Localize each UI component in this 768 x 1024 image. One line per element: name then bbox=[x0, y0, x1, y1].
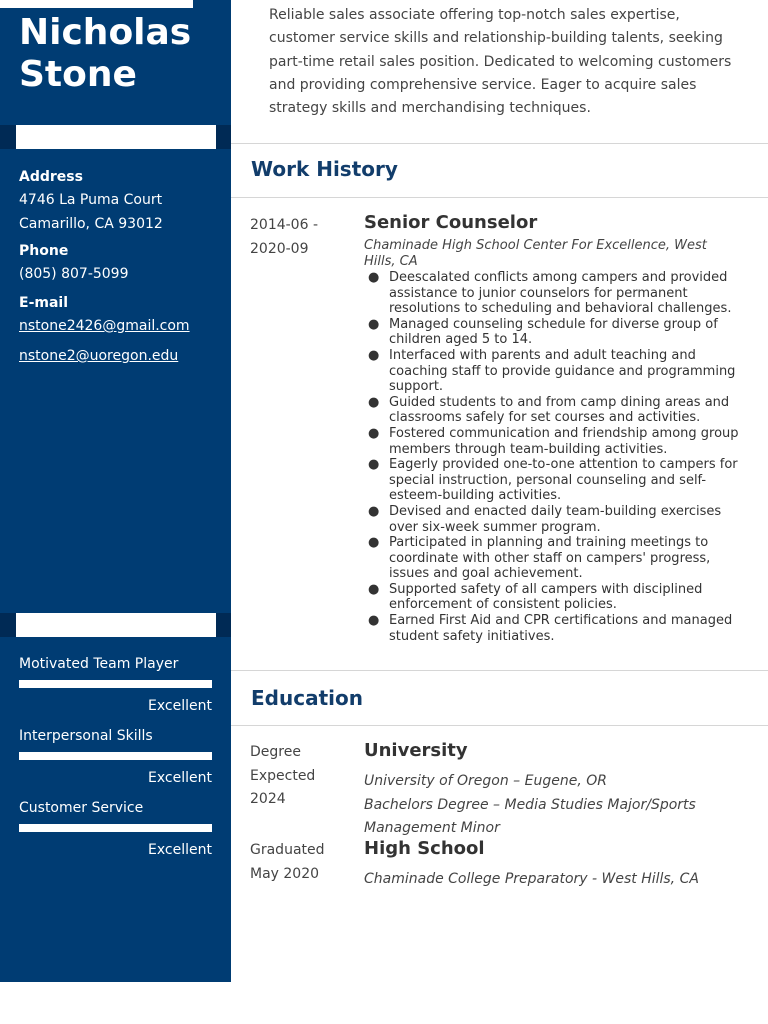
skill-bar bbox=[19, 824, 212, 832]
bullet-icon: ● bbox=[368, 613, 380, 629]
education-details: University of Oregon – Eugene, OR Bachelors Degree – Media Studies Major/Sports Management Minor bbox=[364, 773, 696, 836]
first-name: Nicholas bbox=[19, 12, 192, 53]
education-details: Chaminade College Preparatory - West Hills, CA bbox=[364, 871, 699, 887]
email-link-secondary[interactable]: nstone2@uoregon.edu bbox=[19, 348, 179, 364]
education-date: Degree Expected 2024 bbox=[250, 744, 316, 807]
list-item: ● Eagerly provided one-to-one attention to campers for special instruction, personal counseling and self-esteem-building activities. bbox=[368, 457, 738, 504]
skill-level: Excellent bbox=[148, 842, 212, 858]
sidebar-top-accent bbox=[0, 0, 193, 8]
skill-name: Motivated Team Player bbox=[19, 656, 179, 672]
work-history-heading: Work History bbox=[251, 157, 398, 181]
candidate-name bbox=[19, 12, 219, 96]
bullet-icon: ● bbox=[368, 457, 380, 473]
skills-list bbox=[19, 654, 212, 870]
school-type: University bbox=[364, 740, 468, 761]
list-item: ● Earned First Aid and CPR certifications and managed student safety initiatives. bbox=[368, 613, 733, 644]
email-label: E-mail bbox=[19, 295, 69, 311]
bullet-icon: ● bbox=[368, 316, 380, 332]
job-date-end: 2020-09 bbox=[250, 240, 309, 257]
skill-level: Excellent bbox=[148, 698, 212, 714]
bullet-icon: ● bbox=[368, 535, 380, 551]
list-item: ● Managed counseling schedule for diverse group of children aged 5 to 14. bbox=[368, 316, 718, 348]
bullet-icon: ● bbox=[368, 394, 380, 410]
section-rule bbox=[231, 670, 768, 671]
skill-level: Excellent bbox=[148, 770, 212, 786]
skill-name: Interpersonal Skills bbox=[19, 728, 153, 744]
contact-info bbox=[19, 166, 224, 368]
phone-number: (805) 807-5099 bbox=[19, 266, 129, 282]
skill-item bbox=[19, 654, 212, 726]
sidebar bbox=[0, 0, 231, 982]
professional-summary: Reliable sales associate offering top-notch sales expertise, customer service skills and relationship-building talents, seeking part-time retail sales position. Dedicated to welcoming customers and providing comprehensive service. Eager to acquire sales strategy skills and merchandising techniques. bbox=[269, 7, 732, 117]
job-dates bbox=[250, 214, 318, 261]
section-rule bbox=[231, 143, 768, 144]
section-divider-bar bbox=[16, 125, 216, 149]
address-line1: 4746 La Puma Court bbox=[19, 192, 163, 208]
list-item: ● Supported safety of all campers with disciplined enforcement of consistent policies. bbox=[368, 581, 703, 613]
address-line2: Camarillo, CA 93012 bbox=[19, 216, 163, 232]
bullet-icon: ● bbox=[368, 347, 380, 363]
job-title: Senior Counselor bbox=[364, 212, 538, 233]
list-item: ● Deescalated conflicts among campers and provided assistance to junior counselors for permanent resolutions to scheduling and behavioral challenges. bbox=[368, 270, 732, 317]
bullet-icon: ● bbox=[368, 503, 380, 519]
email-link-primary[interactable]: nstone2426@gmail.com bbox=[19, 318, 190, 334]
list-item: ● Fostered communication and friendship among group members through team-building activities. bbox=[368, 425, 739, 457]
bullet-icon: ● bbox=[368, 270, 380, 285]
job-company: Chaminade High School Center For Excellence, West Hills, CA bbox=[364, 238, 707, 269]
list-item: ● Participated in planning and training meetings to coordinate with other staff on campers' progress, issues and goal achievement. bbox=[368, 535, 711, 582]
job-duties-list bbox=[364, 270, 744, 644]
last-name: Stone bbox=[19, 54, 137, 95]
job-date-start: 2014-06 - bbox=[250, 217, 318, 233]
school-type: High School bbox=[364, 838, 485, 859]
address-label: Address bbox=[19, 169, 83, 185]
section-rule bbox=[231, 725, 768, 726]
skill-item bbox=[19, 798, 212, 870]
education-date: Graduated May 2020 bbox=[250, 842, 325, 882]
section-rule bbox=[231, 197, 768, 198]
bullet-icon: ● bbox=[368, 425, 380, 441]
skill-bar bbox=[19, 752, 212, 760]
list-item: ● Interfaced with parents and adult teaching and coaching staff to provide guidance and programming support. bbox=[368, 347, 736, 395]
education-heading: Education bbox=[251, 686, 363, 710]
skill-name: Customer Service bbox=[19, 800, 144, 816]
skill-bar bbox=[19, 680, 212, 688]
phone-label: Phone bbox=[19, 243, 69, 259]
list-item: ● Guided students to and from camp dining areas and classrooms safely for set courses and activities. bbox=[368, 394, 730, 426]
section-divider-bar bbox=[16, 613, 216, 637]
skill-item bbox=[19, 726, 212, 798]
bullet-icon: ● bbox=[368, 581, 380, 597]
list-item: ● Devised and enacted daily team-building exercises over six-week summer program. bbox=[368, 503, 722, 535]
